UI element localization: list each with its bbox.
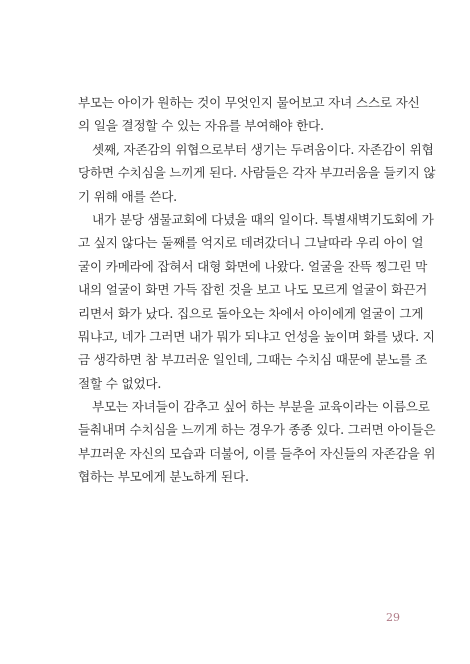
page-number: 29 <box>386 611 400 624</box>
paragraph <box>78 91 420 138</box>
text-line: 당하면 수치심을 느끼게 된다. 사람들은 각자 부끄러움을 들키지 않 <box>78 165 436 181</box>
text-line: 부모는 아이가 원하는 것이 무엇인지 물어보고 자녀 스스로 자신 <box>78 95 420 110</box>
paragraph <box>78 138 436 208</box>
text-line: 내가 분당 샘물교회에 다녔을 때의 일이다. 특별새벽기도회에 가 <box>92 211 434 227</box>
text-line: 내의 얼굴이 화면 가득 잡힌 것을 보고 나도 모르게 얼굴이 화끈거 <box>78 282 428 298</box>
text-line: 셋째, 자존감의 위협으로부터 생기는 두려움이다. 자존감이 위협 <box>92 141 434 157</box>
text-line: 협하는 부모에게 분노하게 된다. <box>78 469 249 485</box>
text-line: 기 위해 애를 쓴다. <box>78 188 177 204</box>
text-line: 고 싶지 않다는 둘째를 억지로 데려갔더니 그날따라 우리 아이 얼 <box>78 235 424 251</box>
text-line: 부모는 자녀들이 감추고 싶어 하는 부분을 교육이라는 이름으로 <box>92 399 430 415</box>
text-line: 들춰내며 수치심을 느끼게 하는 경우가 종종 있다. 그러면 아이들은 <box>78 422 436 438</box>
text-line: 부끄러운 자신의 모습과 더불어, 이를 들추어 자신들의 자존감을 위 <box>78 445 436 461</box>
paragraph <box>78 208 435 395</box>
text-line: 뭐냐고, 네가 그러면 내가 뭐가 되냐고 언성을 높이며 화를 냈다. 지 <box>78 328 435 344</box>
text-line: 금 생각하면 참 부끄러운 일인데, 그때는 수치심 때문에 분노를 조 <box>78 352 428 368</box>
body-text <box>78 91 436 489</box>
text-line: 굴이 카메라에 잡혀서 대형 화면에 나왔다. 얼굴을 잔뜩 찡그린 막 <box>78 258 428 274</box>
text-line: 리면서 화가 났다. 집으로 돌아오는 차에서 아이에게 얼굴이 그게 <box>78 305 424 321</box>
text-line: 의 일을 결정할 수 있는 자유를 부여해야 한다. <box>78 118 324 134</box>
text-line: 절할 수 없었다. <box>78 375 162 391</box>
paragraph <box>78 395 436 489</box>
